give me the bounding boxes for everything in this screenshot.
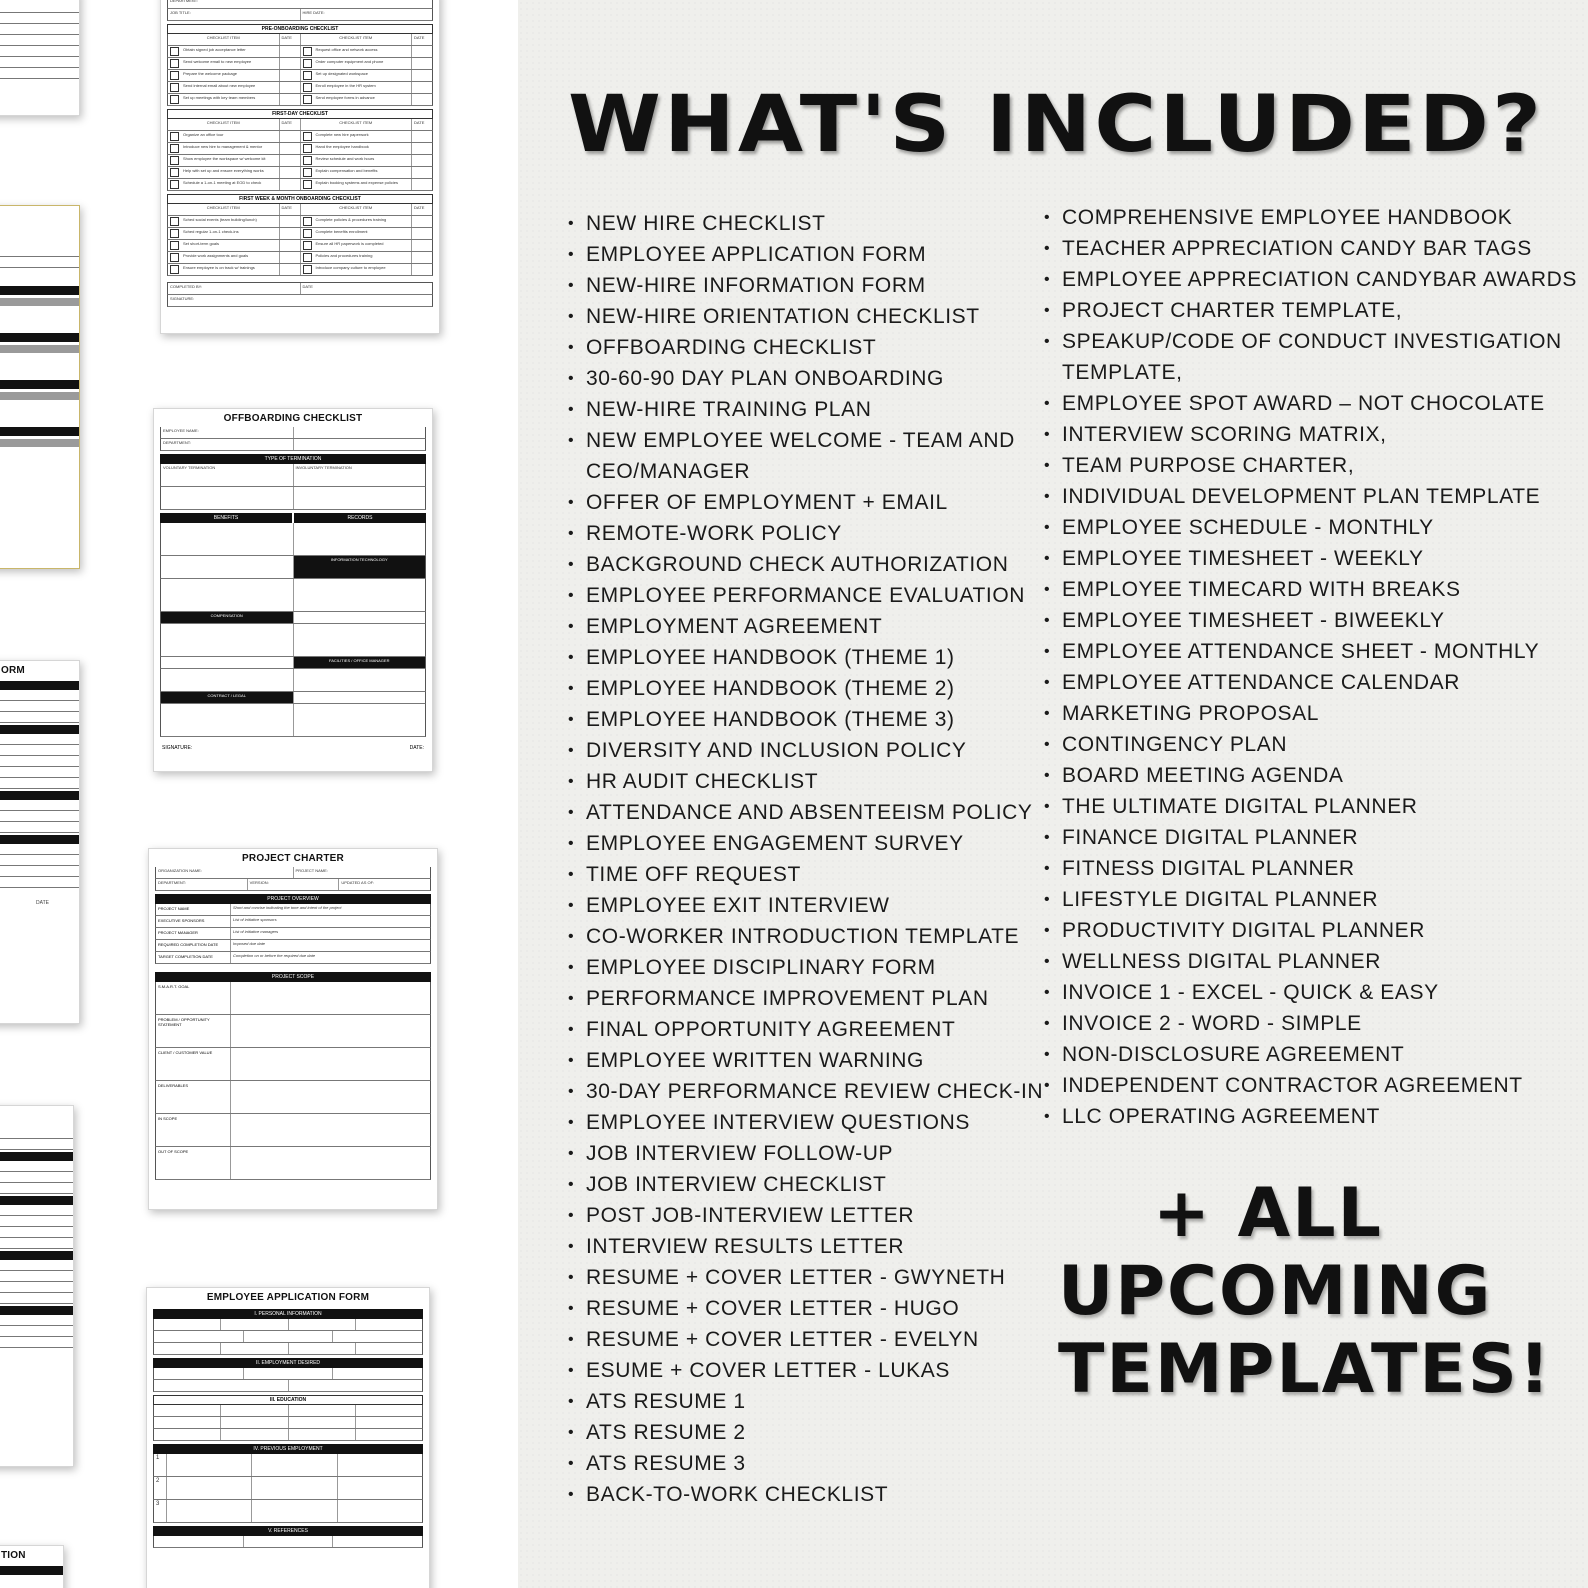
completed-by-row: COMPLETED BY: DATE (167, 282, 433, 295)
first-week-header: FIRST WEEK & MONTH ONBOARDING CHECKLIST (167, 194, 433, 204)
left-item-label: ATS RESUME 2 (586, 1421, 746, 1444)
checklist-item-text: Complete policies & procedures training (314, 216, 413, 227)
left-item-label: EMPLOYEE APPLICATION FORM (586, 243, 927, 266)
right-item-label: PRODUCTIVITY DIGITAL PLANNER (1062, 919, 1425, 942)
left-item-label: NEW-HIRE ORIENTATION CHECKLIST (586, 305, 980, 328)
checklist-row (167, 46, 433, 58)
records-bar: RECORDS (294, 513, 426, 523)
list-item (568, 1231, 1038, 1262)
checklist-item-text: Introduce company culture to employee (314, 264, 413, 275)
fragment-date-label: DATE (36, 900, 49, 906)
checkbox (303, 168, 312, 177)
offboarding-title: OFFBOARDING CHECKLIST (223, 413, 363, 424)
checklist-column-header: CHECKLIST ITEM DATE CHECKLIST ITEM DATE (167, 34, 433, 46)
checkbox (170, 144, 179, 153)
included-list-right (1044, 202, 1578, 1132)
left-item-label: EMPLOYEE HANDBOOK (THEME 3) (586, 708, 955, 731)
right-item-label: EMPLOYEE SPOT AWARD – NOT CHOCOLATE (1062, 392, 1545, 415)
checkbox (170, 83, 179, 92)
list-item (568, 952, 1038, 983)
left-item-label: EMPLOYEE WRITTEN WARNING (586, 1049, 924, 1072)
checklist-item-text: Set up meetings with key team members (181, 94, 280, 105)
list-item (1044, 667, 1574, 698)
left-item-label: RESUME + COVER LETTER - EVELYN (586, 1328, 979, 1351)
left-item-label: JOB INTERVIEW CHECKLIST (586, 1173, 887, 1196)
checklist-row (167, 167, 433, 179)
list-item (1044, 636, 1574, 667)
page-title: WHAT'S INCLUDED? (568, 80, 1545, 170)
checkbox (170, 180, 179, 189)
checklist-item-text: Complete benefits enrollment (314, 228, 413, 239)
left-item-label: CO-WORKER INTRODUCTION TEMPLATE (586, 925, 1020, 948)
list-item (1044, 853, 1574, 884)
list-item (568, 239, 1038, 270)
overview-row: PROJECT MANAGER List of initiative managers (155, 928, 431, 940)
list-item (568, 859, 1038, 890)
type-of-termination-bar: TYPE OF TERMINATION (160, 454, 426, 464)
left-item-label: EMPLOYEE EXIT INTERVIEW (586, 894, 890, 917)
list-item (568, 1262, 1038, 1293)
pre-onboarding-header: PRE-ONBOARDING CHECKLIST (167, 24, 433, 34)
checkbox (303, 229, 312, 238)
checkbox (170, 265, 179, 274)
list-item (568, 270, 1038, 301)
list-item (1044, 419, 1574, 450)
list-item (568, 983, 1038, 1014)
left-item-label: JOB INTERVIEW FOLLOW-UP (586, 1142, 894, 1165)
list-item (1044, 698, 1574, 729)
list-item (568, 1107, 1038, 1138)
checklist-row (167, 216, 433, 228)
checklist-item-text: Sched social events (team building/lunch) (181, 216, 280, 227)
left-item-label: OFFER OF EMPLOYMENT + EMAIL (586, 491, 948, 514)
checklist-item-text: Sched regular 1-on-1 check-ins (181, 228, 280, 239)
left-item-label: NEW EMPLOYEE WELCOME - TEAM AND (586, 429, 1015, 452)
checkbox (170, 229, 179, 238)
left-item-label: EMPLOYEE HANDBOOK (THEME 1) (586, 646, 955, 669)
list-item (1044, 822, 1574, 853)
list-item (568, 1355, 1038, 1386)
right-item-label: NON-DISCLOSURE AGREEMENT (1062, 1043, 1405, 1066)
first-day-header: FIRST-DAY CHECKLIST (167, 109, 433, 119)
left-item-continuation: CEO/MANAGER (586, 460, 751, 483)
list-item (568, 1076, 1044, 1107)
list-item (568, 425, 1038, 487)
checkbox (170, 59, 179, 68)
checklist-row (167, 240, 433, 252)
list-item (568, 549, 1038, 580)
right-item-label: BOARD MEETING AGENDA (1062, 764, 1344, 787)
checklist-item-text: Schedule a 1-on-1 meeting at EOD to check (181, 179, 280, 190)
checklist-item-text: Order computer equipment and phone (314, 58, 413, 69)
scope-row: S.M.A.R.T. GOAL (155, 982, 431, 1015)
list-item (1044, 295, 1574, 326)
left-item-label: EMPLOYEE INTERVIEW QUESTIONS (586, 1111, 970, 1134)
list-item (1044, 264, 1578, 295)
list-item (1044, 977, 1574, 1008)
left-item-label: EMPLOYEE PERFORMANCE EVALUATION (586, 584, 1026, 607)
list-item (568, 642, 1038, 673)
right-item-continuation: TEMPLATE, (1062, 361, 1183, 384)
list-item (568, 735, 1038, 766)
overview-row: TARGET COMPLETION DATE Completion on or before the required due date (155, 952, 431, 964)
left-item-label: ATS RESUME 1 (586, 1390, 746, 1413)
checkbox (303, 156, 312, 165)
doc-fragment-form (0, 660, 80, 1024)
list-item (568, 301, 1038, 332)
checkbox (303, 253, 312, 262)
doc-fragment-corner (0, 1545, 64, 1588)
right-item-label: CONTINGENCY PLAN (1062, 733, 1288, 756)
checkbox (170, 168, 179, 177)
fragment-form-title: ORM (1, 665, 25, 676)
doc-fragment-handbook (0, 205, 80, 569)
left-item-label: BACKGROUND CHECK AUTHORIZATION (586, 553, 1009, 576)
list-item (568, 1417, 1038, 1448)
upcoming-line-2: UPCOMING (1058, 1252, 1493, 1331)
checklist-item-text: Organize an office tour (181, 131, 280, 142)
checklist-item-text: Complete new hire paperwork (314, 131, 413, 142)
left-item-label: POST JOB-INTERVIEW LETTER (586, 1204, 915, 1227)
checklist-item-text: Enroll employee in the HR system (314, 82, 413, 93)
included-list-left (568, 208, 1044, 1510)
left-item-label: HR AUDIT CHECKLIST (586, 770, 819, 793)
checklist-item-text: Ensure employee is on track w/ trainings (181, 264, 280, 275)
right-item-label: TEACHER APPRECIATION CANDY BAR TAGS (1062, 237, 1532, 260)
right-item-label: THE ULTIMATE DIGITAL PLANNER (1062, 795, 1418, 818)
list-item (568, 1386, 1038, 1417)
list-item (568, 673, 1038, 704)
list-item (568, 1014, 1038, 1045)
left-item-label: INTERVIEW RESULTS LETTER (586, 1235, 905, 1258)
checkbox (303, 71, 312, 80)
list-item (568, 1045, 1038, 1076)
fragment-tion-title: TION (1, 1550, 26, 1561)
right-item-label: LIFESTYLE DIGITAL PLANNER (1062, 888, 1379, 911)
list-item (1044, 791, 1574, 822)
scope-row: PROBLEM / OPPORTUNITY STATEMENT (155, 1015, 431, 1048)
list-item (1044, 1101, 1574, 1132)
checklist-item-text: Introduce new hire to management & mentor (181, 143, 280, 154)
list-item (1044, 450, 1574, 481)
checklist-row (167, 131, 433, 143)
list-item (1044, 605, 1574, 636)
checkbox (170, 241, 179, 250)
list-item (1044, 388, 1574, 419)
left-item-label: EMPLOYEE DISCIPLINARY FORM (586, 956, 936, 979)
left-item-label: 30-60-90 DAY PLAN ONBOARDING (586, 367, 944, 390)
right-item-label: PROJECT CHARTER TEMPLATE, (1062, 299, 1403, 322)
upcoming-templates-callout (1058, 1174, 1552, 1409)
list-item (568, 1138, 1038, 1169)
checklist-item-text: Explain compensation and benefits (314, 167, 413, 178)
checkbox (170, 132, 179, 141)
list-item (568, 208, 1038, 239)
list-item (1044, 574, 1574, 605)
list-item (568, 1479, 1038, 1510)
checkbox (303, 59, 312, 68)
checklist-column-header: CHECKLIST ITEM DATE CHECKLIST ITEM DATE (167, 119, 433, 131)
checklist-item-text: Obtain signed job acceptance letter (181, 46, 280, 57)
list-item (568, 487, 1038, 518)
checklist-item-text: Send welcome email to new employee (181, 58, 280, 69)
left-item-label: TIME OFF REQUEST (586, 863, 801, 886)
right-item-label: LLC OPERATING AGREEMENT (1062, 1105, 1380, 1128)
checklist-row (167, 252, 433, 264)
checkbox (170, 95, 179, 104)
checklist-item-text: Provide work assignments and goals (181, 252, 280, 263)
list-item (568, 1169, 1038, 1200)
checkbox (303, 265, 312, 274)
list-item (568, 890, 1038, 921)
checklist-item-text: Review schedule and work hours (314, 155, 413, 166)
left-item-label: RESUME + COVER LETTER - HUGO (586, 1297, 960, 1320)
right-item-label: TEAM PURPOSE CHARTER, (1062, 454, 1355, 477)
checklist-row (167, 228, 433, 240)
checklist-item-text: Set up designated workspace (314, 70, 413, 81)
left-item-label: EMPLOYEE ENGAGEMENT SURVEY (586, 832, 964, 855)
left-item-label: NEW-HIRE TRAINING PLAN (586, 398, 872, 421)
list-item (1044, 543, 1574, 574)
left-item-label: FINAL OPPORTUNITY AGREEMENT (586, 1018, 956, 1041)
scope-row: IN SCOPE (155, 1114, 431, 1147)
list-item (1044, 729, 1574, 760)
left-item-label: EMPLOYMENT AGREEMENT (586, 615, 883, 638)
checklist-item-text: Prepare the welcome package (181, 70, 280, 81)
checklist-item-text: Help with set up and ensure everything works (181, 167, 280, 178)
list-item (568, 797, 1038, 828)
offboarding-signature-label: SIGNATURE: (162, 745, 193, 751)
left-item-label: RESUME + COVER LETTER - GWYNETH (586, 1266, 1006, 1289)
list-item (1044, 202, 1574, 233)
right-item-label: INVOICE 2 - WORD - SIMPLE (1062, 1012, 1362, 1035)
right-item-label: INVOICE 1 - EXCEL - QUICK & EASY (1062, 981, 1439, 1004)
list-item (568, 363, 1038, 394)
project-charter-title: PROJECT CHARTER (242, 853, 344, 864)
right-item-label: INTERVIEW SCORING MATRIX, (1062, 423, 1387, 446)
list-item (1044, 884, 1574, 915)
checklist-item-text: Policies and procedures training (314, 252, 413, 263)
list-item (568, 704, 1038, 735)
checklist-item-text: Hand the employee handbook (314, 143, 413, 154)
checkbox (303, 241, 312, 250)
list-item (568, 1200, 1038, 1231)
checkbox (303, 83, 312, 92)
checkbox (303, 95, 312, 104)
checklist-item-text: Explain booking systems and expense policies (314, 179, 413, 190)
scope-row: CLIENT / CUSTOMER VALUE (155, 1048, 431, 1081)
overview-row: PROJECT NAME Short and concise indicating the tone and intent of the project (155, 904, 431, 916)
list-item (1044, 326, 1574, 388)
checklist-item-text: Request office and network access (314, 46, 413, 57)
checklist-item-text: Show employee the workspace w/ welcome kit (181, 155, 280, 166)
doc-fragment-bottom (0, 1105, 74, 1467)
list-item (1044, 233, 1574, 264)
right-item-label: FINANCE DIGITAL PLANNER (1062, 826, 1359, 849)
list-item (568, 828, 1038, 859)
upcoming-line-1: + ALL (1153, 1174, 1383, 1253)
checkbox (170, 253, 179, 262)
checklist-item-text: Set short-term goals (181, 240, 280, 251)
list-item (568, 394, 1038, 425)
list-item (1044, 512, 1574, 543)
list-item (568, 332, 1038, 363)
list-item (1044, 946, 1574, 977)
list-item (1044, 1039, 1574, 1070)
doc-project-charter: PROJECT CHARTER ORGANIZATION NAME: PROJECT NAME: DEPARTMENT: VERSION: UPDATED AS OF: PROJECT OVERVIEW PROJECT NAME Short and concise indicating the tone and intent of the project EXECUTIVE SPONSORS List of initiative sponsors PROJECT MANAGER List of initiative managers REQUIRED COMPLETION DATE Imposed due date TARGET COMPLETION DATE Completion on or before the required due date PROJECT SCOPE S.M.A.R.T. GOAL PROBLEM / OPPORTUNITY STATEMENT CLIENT / CUSTOMER VALUE DELIVERABLES IN SCOPE OUT OF SCOPE (148, 848, 438, 1210)
right-item-label: EMPLOYEE TIMESHEET - BIWEEKLY (1062, 609, 1445, 632)
checkbox (170, 217, 179, 226)
list-item (568, 921, 1038, 952)
left-item-label: BACK-TO-WORK CHECKLIST (586, 1483, 889, 1506)
checkbox (303, 144, 312, 153)
right-item-label: COMPREHENSIVE EMPLOYEE HANDBOOK (1062, 206, 1513, 229)
left-item-label: EMPLOYEE HANDBOOK (THEME 2) (586, 677, 955, 700)
list-item (1044, 760, 1574, 791)
checkbox (303, 180, 312, 189)
left-item-label: NEW-HIRE INFORMATION FORM (586, 274, 926, 297)
left-item-label: ATTENDANCE AND ABSENTEEISM POLICY (586, 801, 1033, 824)
right-item-label: INDIVIDUAL DEVELOPMENT PLAN TEMPLATE (1062, 485, 1541, 508)
scope-row: OUT OF SCOPE (155, 1147, 431, 1180)
checkbox (303, 217, 312, 226)
left-item-label: REMOTE-WORK POLICY (586, 522, 842, 545)
left-item-label: DIVERSITY AND INCLUSION POLICY (586, 739, 967, 762)
checklist-row (167, 70, 433, 82)
right-item-label: EMPLOYEE ATTENDANCE CALENDAR (1062, 671, 1460, 694)
template-collage (0, 0, 520, 1588)
department-row: DEPARTMENT: (167, 0, 433, 9)
checkbox (303, 132, 312, 141)
checkbox (170, 156, 179, 165)
right-item-label: EMPLOYEE TIMECARD WITH BREAKS (1062, 578, 1461, 601)
right-item-label: FITNESS DIGITAL PLANNER (1062, 857, 1355, 880)
left-item-label: ESUME + COVER LETTER - LUKAS (586, 1359, 950, 1382)
scope-row: DELIVERABLES (155, 1081, 431, 1114)
checkbox (303, 47, 312, 56)
right-item-label: EMPLOYEE APPRECIATION CANDYBAR AWARDS (1062, 268, 1578, 291)
right-item-label: MARKETING PROPOSAL (1062, 702, 1320, 725)
checklist-row (167, 94, 433, 106)
checklist-item-text: Send internal email about new employee (181, 82, 280, 93)
list-item (568, 1293, 1038, 1324)
checklist-item-text: Ensure all HR paperwork is completed (314, 240, 413, 251)
signature-row: SIGNATURE: (167, 295, 433, 307)
project-scope-bar: PROJECT SCOPE (155, 972, 431, 982)
upcoming-line-3: TEMPLATES! (1058, 1330, 1552, 1409)
offboarding-date-label: DATE: (409, 745, 424, 751)
left-item-label: PERFORMANCE IMPROVEMENT PLAN (586, 987, 989, 1010)
right-item-label: EMPLOYEE TIMESHEET - WEEKLY (1062, 547, 1424, 570)
checklist-row (167, 58, 433, 70)
doc-fragment-top-left (0, 0, 80, 116)
doc-offboarding-checklist: OFFBOARDING CHECKLIST EMPLOYEE NAME: DEPARTMENT: TYPE OF TERMINATION VOLUNTARY TERMINATION INVOLUNTARY TERMINATION BENEFITS RECORDS INFORMATION TECHNOLOGY COMPENSATION FACILITIES / OFFICE MANAGER CONTRACT / LEGAL SIGNATURE: DATE: (153, 408, 433, 772)
list-item (568, 1324, 1038, 1355)
checklist-row (167, 155, 433, 167)
right-item-label: WELLNESS DIGITAL PLANNER (1062, 950, 1381, 973)
left-item-label: 30-DAY PERFORMANCE REVIEW CHECK-IN (586, 1080, 1044, 1103)
checklist-row (167, 82, 433, 94)
doc-new-hire-checklist (160, 0, 440, 334)
whats-included-panel (518, 0, 1588, 1588)
checklist-row (167, 143, 433, 155)
list-item (568, 1448, 1038, 1479)
list-item (568, 580, 1038, 611)
list-item (568, 611, 1038, 642)
list-item (568, 518, 1038, 549)
left-item-label: OFFBOARDING CHECKLIST (586, 336, 877, 359)
list-item (1044, 1070, 1574, 1101)
right-item-label: SPEAKUP/CODE OF CONDUCT INVESTIGATION (1062, 330, 1562, 353)
list-item (1044, 1008, 1574, 1039)
checkbox (170, 47, 179, 56)
checklist-row (167, 179, 433, 191)
project-overview-bar: PROJECT OVERVIEW (155, 894, 431, 904)
job-title-row: JOB TITLE: HIRE DATE: (167, 9, 433, 21)
overview-row: REQUIRED COMPLETION DATE Imposed due date (155, 940, 431, 952)
doc-employee-application-form: EMPLOYEE APPLICATION FORM I. PERSONAL INFORMATION II. EMPLOYMENT DESIRED III. EDUCATION IV. PREVIOUS EMPLOYMENT 1 2 3 V. REFERENCES (146, 1287, 430, 1588)
right-item-label: EMPLOYEE ATTENDANCE SHEET - MONTHLY (1062, 640, 1540, 663)
checklist-item-text: Send employee forms in advance (314, 94, 413, 105)
left-item-label: ATS RESUME 3 (586, 1452, 746, 1475)
list-item (1044, 481, 1574, 512)
overview-row: EXECUTIVE SPONSORS List of initiative sponsors (155, 916, 431, 928)
checklist-column-header: CHECKLIST ITEM DATE CHECKLIST ITEM DATE (167, 204, 433, 216)
application-title: EMPLOYEE APPLICATION FORM (206, 1292, 370, 1303)
list-item (1044, 915, 1574, 946)
right-item-label: EMPLOYEE SCHEDULE - MONTHLY (1062, 516, 1434, 539)
list-item (568, 766, 1038, 797)
benefits-bar: BENEFITS (160, 513, 292, 523)
right-item-label: INDEPENDENT CONTRACTOR AGREEMENT (1062, 1074, 1523, 1097)
checkbox (170, 71, 179, 80)
left-item-label: NEW HIRE CHECKLIST (586, 212, 826, 235)
checklist-row (167, 264, 433, 276)
